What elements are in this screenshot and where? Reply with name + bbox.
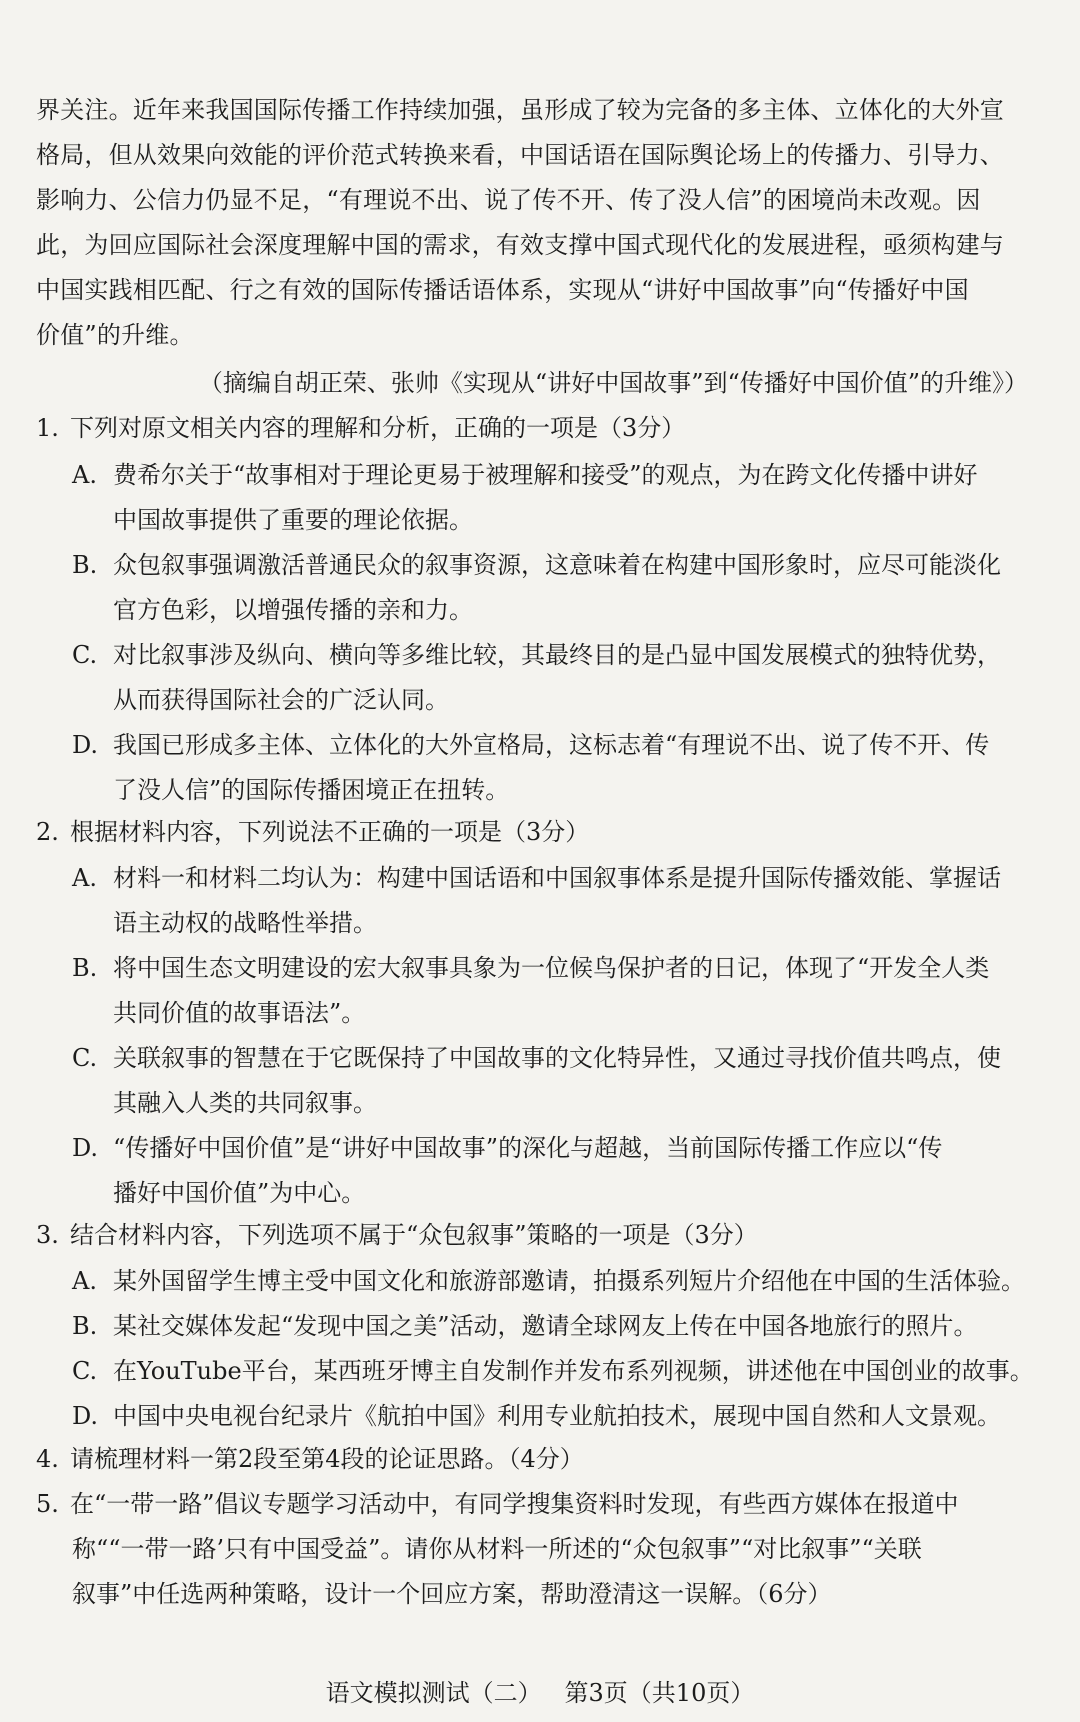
passage-line: 格局，但从效果向效能的评价范式转换来看，中国话语在国际舆论场上的传播力、引导力、 <box>36 141 1004 169</box>
option-letter: B. <box>72 954 98 982</box>
question-5-cont: 叙事”中任选两种策略，设计一个回应方案，帮助澄清这一误解。（6分） <box>72 1580 832 1608</box>
passage-line: 此，为回应国际社会深度理解中国的需求，有效支撑中国式现代化的发展进程，亟须构建与 <box>36 231 1004 259</box>
question-number: 3. <box>36 1221 59 1249</box>
option-letter: C. <box>72 1357 98 1385</box>
question-number: 4. <box>36 1445 59 1473</box>
question-3 <box>36 1220 758 1250</box>
option-letter: D. <box>72 1402 99 1430</box>
option-text: 某社交媒体发起“发现中国之美”活动，邀请全球网友上传在中国各地旅行的照片。 <box>113 1312 978 1340</box>
option-letter: A. <box>72 864 97 892</box>
option-text: 中国中央电视台纪录片《航拍中国》利用专业航拍技术，展现中国自然和人文景观。 <box>113 1402 1001 1430</box>
question-5 <box>36 1489 959 1519</box>
option-text: 我国已形成多主体、立体化的大外宣格局，这标志着“有理说不出、说了传不开、传 <box>113 731 990 759</box>
option-2a <box>72 863 1001 893</box>
option-letter: A. <box>72 461 97 489</box>
option-text: 将中国生态文明建设的宏大叙事具象为一位候鸟保护者的日记，体现了“开发全人类 <box>113 954 990 982</box>
passage-line: 价值”的升维。 <box>36 321 194 349</box>
option-letter: B. <box>72 1312 98 1340</box>
option-3b <box>72 1311 978 1341</box>
passage-line: 界关注。近年来我国国际传播工作持续加强，虽形成了较为完备的多主体、立体化的大外宣 <box>36 96 1004 124</box>
option-text: 某外国留学生博主受中国文化和旅游部邀请，拍摄系列短片介绍他在中国的生活体验。 <box>113 1267 1025 1295</box>
page-footer <box>0 1678 1080 1708</box>
question-5-cont: 称““一带一路’只有中国受益”。请你从材料一所述的“众包叙事”“对比叙事”“关联 <box>72 1535 922 1563</box>
option-2c-cont: 其融入人类的共同叙事。 <box>113 1089 377 1117</box>
option-1d-cont: 了没人信”的国际传播困境正在扭转。 <box>113 776 510 804</box>
passage-line: 中国实践相匹配、行之有效的国际传播话语体系，实现从“讲好中国故事”向“传播好中国 <box>36 276 969 304</box>
option-1c-cont: 从而获得国际社会的广泛认同。 <box>113 686 449 714</box>
option-text: “传播好中国价值”是“讲好中国故事”的深化与超越，当前国际传播工作应以“传 <box>113 1134 943 1162</box>
option-text: 费希尔关于“故事相对于理论更易于被理解和接受”的观点，为在跨文化传播中讲好 <box>113 461 978 489</box>
option-1c <box>72 640 1001 670</box>
option-1b-cont: 官方色彩，以增强传播的亲和力。 <box>113 596 473 624</box>
question-stem: 结合材料内容，下列选项不属于“众包叙事”策略的一项是（3分） <box>70 1221 758 1249</box>
option-letter: C. <box>72 1044 98 1072</box>
option-2d-cont: 播好中国价值”为中心。 <box>113 1179 366 1207</box>
option-2b-cont: 共同价值的故事语法”。 <box>113 999 366 1027</box>
option-text: 材料一和材料二均认为：构建中国话语和中国叙事体系是提升国际传播效能、掌握话 <box>113 864 1001 892</box>
option-letter: B. <box>72 551 98 579</box>
option-text: 在YouTube平台，某西班牙博主自发制作并发布系列视频，讲述他在中国创业的故事。 <box>113 1357 1034 1385</box>
option-letter: D. <box>72 731 99 759</box>
option-letter: A. <box>72 1267 97 1295</box>
option-text: 关联叙事的智慧在于它既保持了中国故事的文化特异性，又通过寻找价值共鸣点，使 <box>113 1044 1001 1072</box>
option-2d <box>72 1133 942 1163</box>
question-number: 1. <box>36 414 59 442</box>
question-1 <box>36 413 685 443</box>
option-1d <box>72 730 989 760</box>
option-3d <box>72 1401 1001 1431</box>
option-2a-cont: 语主动权的战略性举措。 <box>113 909 377 937</box>
question-number: 2. <box>36 818 59 846</box>
option-text: 众包叙事强调激活普通民众的叙事资源，这意味着在构建中国形象时，应尽可能淡化 <box>113 551 1001 579</box>
question-4 <box>36 1444 584 1474</box>
question-stem: 在“一带一路”倡议专题学习活动中，有同学搜集资料时发现，有些西方媒体在报道中 <box>70 1490 959 1518</box>
footer-text: 语文模拟测试（二） 第3页（共10页） <box>325 1679 755 1707</box>
option-letter: D. <box>72 1134 99 1162</box>
passage-source: （摘编自胡正荣、张帅《实现从“讲好中国故事”到“传播好中国价值”的升维》） <box>198 369 1028 397</box>
option-1a <box>72 460 978 490</box>
option-3c <box>72 1356 1034 1386</box>
option-3a <box>72 1266 1025 1296</box>
option-1b <box>72 550 1001 580</box>
question-stem: 请梳理材料一第2段至第4段的论证思路。（4分） <box>70 1445 584 1473</box>
passage-line: 影响力、公信力仍显不足，“有理说不出、说了传不开、传了没人信”的困境尚未改观。因 <box>36 186 981 214</box>
question-number: 5. <box>36 1490 59 1518</box>
question-stem: 根据材料内容，下列说法不正确的一项是（3分） <box>70 818 590 846</box>
option-text: 对比叙事涉及纵向、横向等多维比较，其最终目的是凸显中国发展模式的独特优势， <box>113 641 1001 669</box>
option-1a-cont: 中国故事提供了重要的理论依据。 <box>113 506 473 534</box>
question-2 <box>36 817 589 847</box>
option-2b <box>72 953 989 983</box>
option-2c <box>72 1043 1001 1073</box>
question-stem: 下列对原文相关内容的理解和分析，正确的一项是（3分） <box>70 414 686 442</box>
option-letter: C. <box>72 641 98 669</box>
